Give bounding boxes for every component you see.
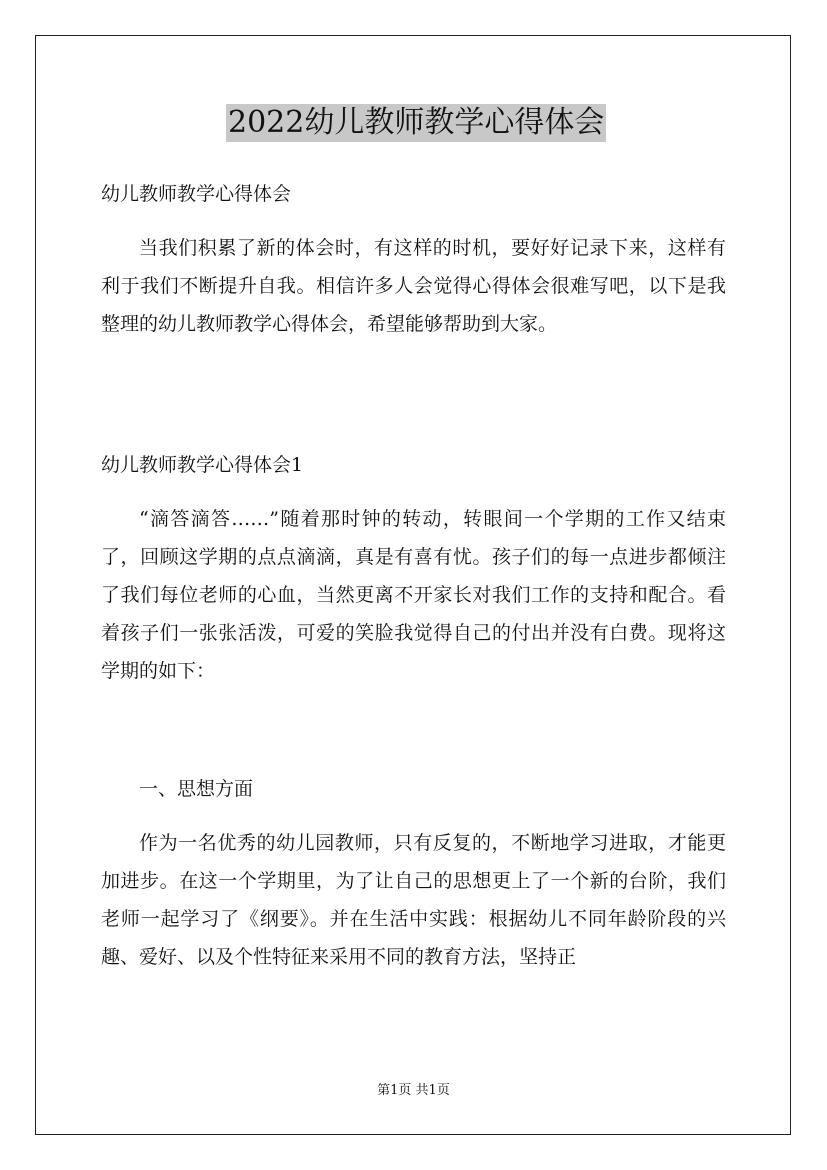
document-subtitle: 幼儿教师教学心得体会 xyxy=(101,183,292,205)
section1-paragraph-2: 作为一名优秀的幼儿园教师，只有反复的，不断地学习进取，才能更加进步。在这一个学期里，为了让自己的思想更上了一个新的台阶，我们老师一起学习了《纲要》。并在生活中实践：根据幼儿不同年龄阶段的兴趣、爱好、以及个性特征来采用不同的教育方法，坚持正 xyxy=(101,832,726,968)
section1-paragraph-1: “滴答滴答……”随着那时钟的转动，转眼间一个学期的工作又结束了，回顾这学期的点点滴滴，真是有喜有忧。孩子们的每一点进步都倾注了我们每位老师的心血，当然更离不开家长对我们工作的支持和配合。看着孩子们一张张活泼，可爱的笑脸我觉得自己的付出并没有白费。现将这学期的如下： xyxy=(101,508,726,682)
subheading-thought: 一、思想方面 xyxy=(139,778,254,800)
page-footer: 第1页 共1页 xyxy=(377,1083,450,1098)
intro-paragraph: 当我们积累了新的体会时，有这样的时机，要好好记录下来，这样有利于我们不断提升自我。相信许多人会觉得心得体会很难写吧，以下是我整理的幼儿教师教学心得体会，希望能够帮助到大家。 xyxy=(101,237,726,335)
section-heading-1: 幼儿教师教学心得体会1 xyxy=(101,454,304,476)
document-title: 2022幼儿教师教学心得体会 xyxy=(228,105,605,140)
